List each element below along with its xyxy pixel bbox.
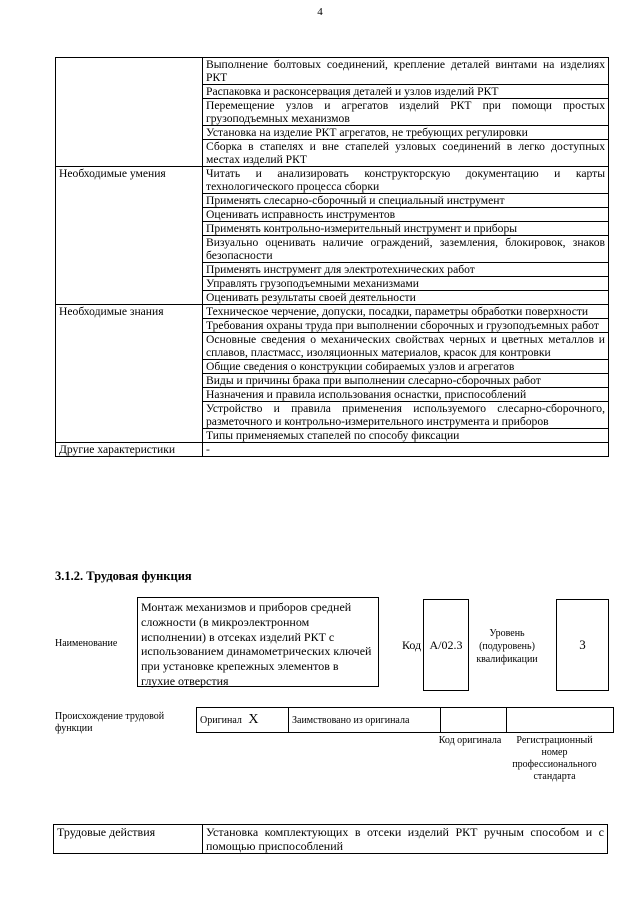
table-row (56, 58, 609, 85)
table-row (56, 194, 609, 208)
row-category-label (56, 333, 203, 360)
row-category-label (56, 236, 203, 263)
table-row (56, 374, 609, 388)
name-label: Наименование (55, 638, 118, 649)
row-item-text: Типы применяемых стапелей по способу фиксации (203, 429, 609, 443)
row-item-text: Распаковка и расконсервация деталей и узлов изделий РКТ (203, 85, 609, 99)
row-category-label: Другие характеристики (56, 443, 203, 457)
row-category-label (56, 277, 203, 291)
row-item-text: Виды и причины брака при выполнении слесарно-сборочных работ (203, 374, 609, 388)
row-item-text: Оценивать исправность инструментов (203, 208, 609, 222)
table-row (56, 319, 609, 333)
row-item-text: Визуально оценивать наличие ограждений, заземления, блокировок, знаков безопасности (203, 236, 609, 263)
table-row (56, 402, 609, 429)
table-row (56, 305, 609, 319)
row-category-label: Необходимые знания (56, 305, 203, 319)
qualification-level-value (556, 599, 609, 691)
borrowed-cell (289, 708, 441, 733)
row-item-text: Основные сведения о механических свойствах черных и цветных металлов и сплавов, пластмасс, изоляционных материалов, красок для контровки (203, 333, 609, 360)
table-row (56, 236, 609, 263)
row-item-text: Оценивать результаты своей деятельности (203, 291, 609, 305)
row-category-label (56, 194, 203, 208)
row-category-label (56, 58, 203, 85)
table-row (56, 443, 609, 457)
row-category-label (56, 208, 203, 222)
level-label: Уровень (подуровень) квалификации (476, 628, 538, 665)
original-mark: X (248, 712, 259, 727)
code-label: Код (402, 638, 422, 652)
row-category-label: Необходимые умения (56, 167, 203, 194)
row-category-label (56, 140, 203, 167)
row-item-text: Назначения и правила использования оснастки, приспособлений (203, 388, 609, 402)
row-category-label (56, 429, 203, 443)
reg-number-cell (507, 708, 614, 733)
row-item-text: Читать и анализировать конструкторскую документацию и карты технологического процесса сборки (203, 167, 609, 194)
table-row (56, 140, 609, 167)
row-category-label (56, 85, 203, 99)
row-category-label (56, 99, 203, 126)
origin-table (196, 707, 614, 733)
row-item-text: Техническое черчение, допуски, посадки, параметры обработки поверхности (203, 305, 609, 319)
table-row (56, 429, 609, 443)
row-category-label (56, 263, 203, 277)
row-item-text: Требования охраны труда при выполнении сборочных и грузоподъемных работ (203, 319, 609, 333)
page-number: 4 (317, 6, 323, 18)
table-row (56, 126, 609, 140)
row-category-label (56, 126, 203, 140)
original-cell (197, 708, 289, 733)
row-category-label (56, 222, 203, 236)
row-category-label (56, 319, 203, 333)
origin-code-caption: Код оригинала (438, 735, 502, 746)
row-item-text: Управлять грузоподъемными механизмами (203, 277, 609, 291)
table-row (56, 388, 609, 402)
origin-code-cell (441, 708, 507, 733)
row-category-label (56, 374, 203, 388)
table-row (56, 333, 609, 360)
row-item-text: Сборка в стапелях и вне стапелей узловых соединений в легко доступных местах изделий РКТ (203, 140, 609, 167)
table-row (56, 167, 609, 194)
table-row (56, 85, 609, 99)
function-name-value: Монтаж механизмов и приборов средней сложности (в микроэлектронном исполнении) в отсеках изделий РКТ с использованием динамометрических ключей при установке крепежных элементов в глухие отверстия (137, 597, 379, 687)
table-row (56, 291, 609, 305)
function-code-value (423, 599, 469, 691)
row-item-text: - (203, 443, 609, 457)
row-item-text: Общие сведения о конструкции собираемых узлов и агрегатов (203, 360, 609, 374)
origin-label: Происхождение трудовой функции (55, 711, 165, 734)
row-category-label (56, 402, 203, 429)
row-item-text: Установка на изделие РКТ агрегатов, не требующих регулировки (203, 126, 609, 140)
row-item-text: Применять слесарно-сборочный и специальный инструмент (203, 194, 609, 208)
skills-table (55, 57, 609, 457)
row-category-label (56, 291, 203, 305)
reg-number-caption: Регистрационный номер профессионального стандарта (512, 735, 597, 782)
table-row (56, 360, 609, 374)
function-code-text: A/02.3 (429, 637, 463, 652)
labor-actions-label: Трудовые действия (54, 825, 203, 854)
row-category-label (56, 388, 203, 402)
table-row (56, 277, 609, 291)
row-item-text: Применять инструмент для электротехнических работ (203, 263, 609, 277)
table-row (56, 222, 609, 236)
labor-actions-table (53, 824, 608, 854)
table-row (56, 99, 609, 126)
table-row (56, 263, 609, 277)
section-title: 3.1.2. Трудовая функция (55, 569, 192, 583)
labor-action-item: Установка комплектующих в отсеки изделий РКТ ручным способом и с помощью приспособлений (203, 825, 608, 854)
original-label: Оригинал (200, 715, 242, 726)
row-item-text: Выполнение болтовых соединений, крепление деталей винтами на изделиях РКТ (203, 58, 609, 85)
borrowed-label: Заимствовано из оригинала (292, 714, 410, 726)
qualification-level-text: 3 (579, 637, 586, 652)
row-item-text: Перемещение узлов и агрегатов изделий РКТ при помощи простых грузоподъемных механизмов (203, 99, 609, 126)
row-item-text: Применять контрольно-измерительный инструмент и приборы (203, 222, 609, 236)
table-row (56, 208, 609, 222)
row-item-text: Устройство и правила применения используемого слесарно-сборочного, разметочного и контрольно-измерительного инструмента и приборов (203, 402, 609, 429)
row-category-label (56, 360, 203, 374)
